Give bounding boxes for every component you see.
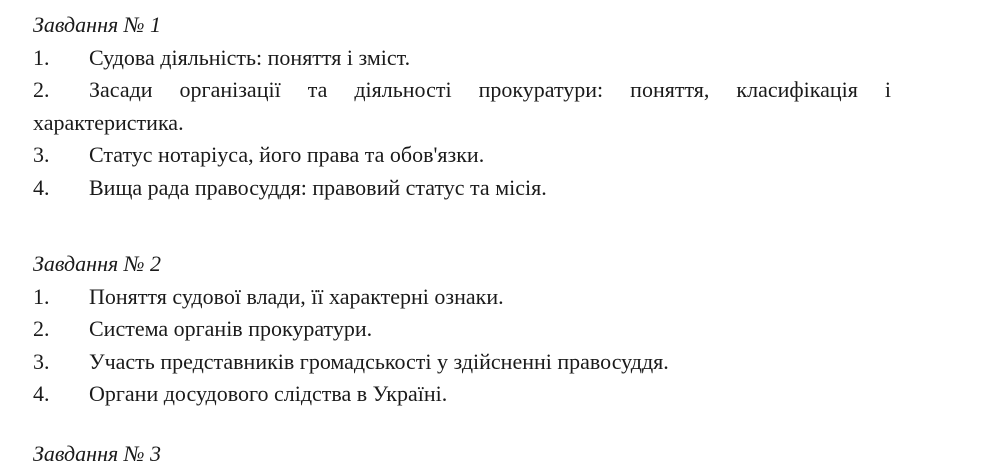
task-heading-3: Завдання № 3 — [33, 441, 161, 466]
item-number: 3. — [33, 142, 50, 167]
task-2-item-3 — [33, 346, 891, 379]
task-heading-2: Завдання № 2 — [33, 251, 161, 276]
item-number: 2. — [33, 77, 50, 102]
item-text: Участь представників громадськості у здійсненні правосуддя. — [89, 348, 669, 374]
item-text: Органи досудового слідства в Україні. — [89, 381, 448, 406]
item-number: 1. — [33, 44, 50, 70]
item-number: 4. — [33, 381, 50, 406]
task-1-item-1 — [33, 42, 891, 75]
task-section-1 — [33, 9, 891, 204]
task-2-item-4 — [33, 378, 891, 411]
item-text: Вища рада правосуддя: правовий статус та місія. — [89, 174, 547, 200]
item-text: Система органів прокуратури. — [89, 316, 373, 341]
item-text: Статус нотаріуса, його права та обов'язки. — [89, 142, 485, 167]
item-number: 2. — [33, 316, 50, 341]
task-2-item-1 — [33, 281, 891, 314]
item-number: 3. — [33, 348, 50, 374]
item-number: 1. — [33, 283, 50, 309]
task-1-item-2 — [33, 74, 891, 139]
item-text: Судова діяльність: поняття і зміст. — [89, 44, 411, 70]
task-2-item-2 — [33, 313, 891, 346]
task-1-item-4 — [33, 172, 891, 205]
item-text: Засади організації та діяльності прокуратури: поняття, класифікація і характеристика. — [33, 77, 891, 135]
item-text: Поняття судової влади, її характерні ознаки. — [89, 283, 504, 309]
task-section-2 — [33, 248, 891, 411]
item-number: 4. — [33, 174, 50, 200]
task-1-item-3 — [33, 139, 891, 172]
task-section-3 — [33, 438, 891, 471]
task-heading-1: Завдання № 1 — [33, 12, 161, 37]
